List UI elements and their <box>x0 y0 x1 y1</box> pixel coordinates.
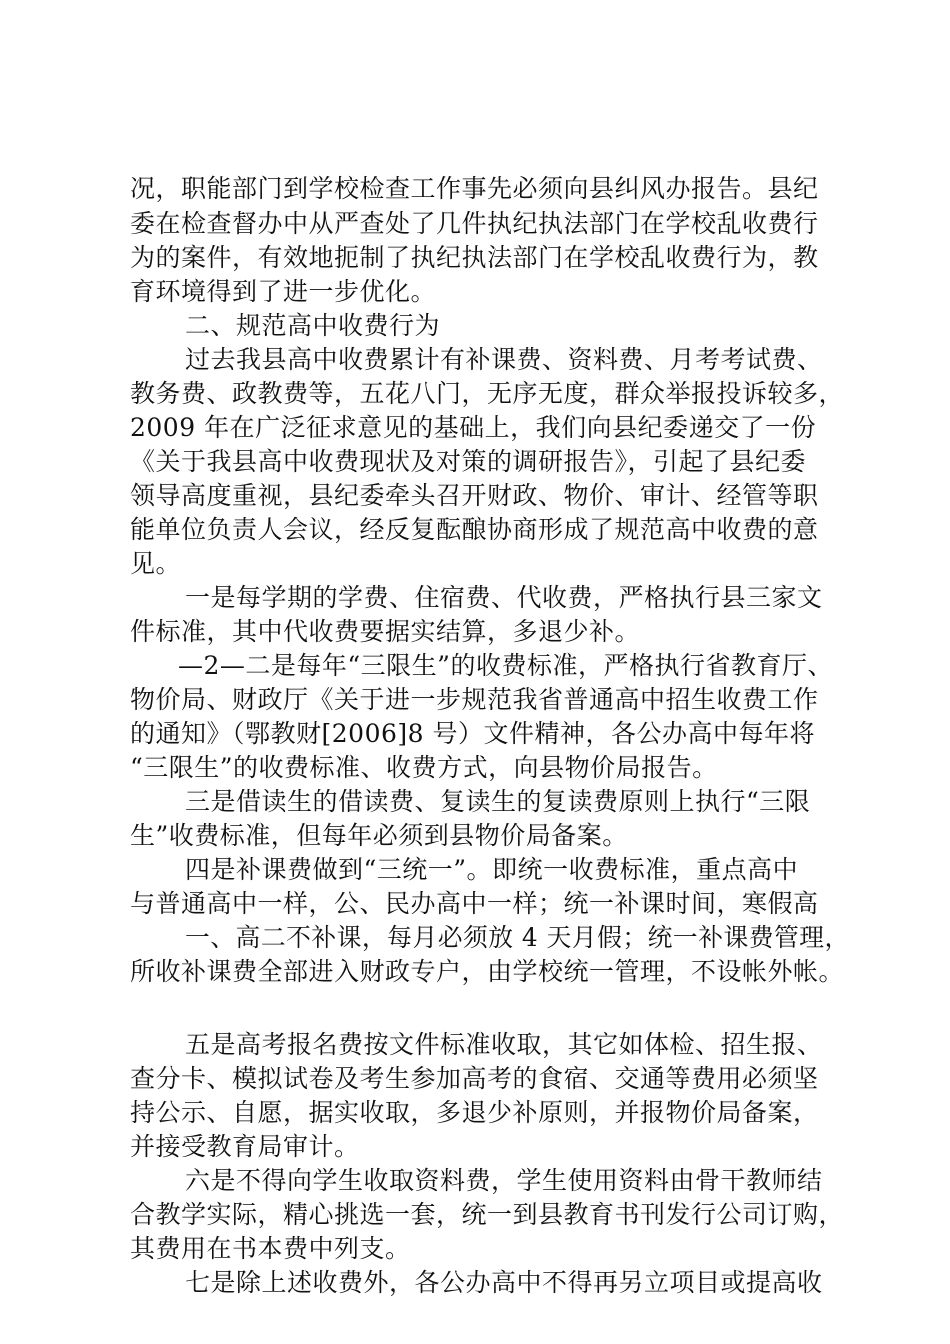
text-line: “三限生”的收费标准、收费方式，向县物价局报告。 <box>130 753 718 782</box>
text-line: 合教学实际，精心挑选一套，统一到县教育书刊发行公司订购， <box>130 1200 845 1229</box>
text-line: 领导高度重视，县纪委牵头召开财政、物价、审计、经管等职 <box>130 481 819 510</box>
text-line: 教务费、政教费等，五花八门，无序无度，群众举报投诉较多， <box>130 379 845 408</box>
text-line: 所收补课费全部进入财政专户，由学校统一管理，不设帐外帐。 <box>130 957 845 986</box>
text-line: 查分卡、模拟试卷及考生参加高考的食宿、交通等费用必须坚 <box>130 1064 819 1093</box>
text-line: 与普通高中一样，公、民办高中一样；统一补课时间，寒假高 <box>130 889 819 918</box>
text-line: 一、高二不补课，每月必须放 4 天月假；统一补课费管理， <box>185 923 850 952</box>
text-line: 物价局、财政厅《关于进一步规范我省普通高中招生收费工作 <box>130 685 819 714</box>
text-line: 2009 年在广泛征求意见的基础上，我们向县纪委递交了一份 <box>130 413 817 442</box>
text-line: 的通知》（鄂教财[2006]8 号）文件精神，各公办高中每年将 <box>130 719 815 748</box>
text-line: 持公示、自愿，据实收取，多退少补原则，并报物价局备案， <box>130 1098 819 1127</box>
text-line: 四是补课费做到“三统一”。即统一收费标准，重点高中 <box>185 855 799 884</box>
text-line: 委在检查督办中从严查处了几件执纪执法部门在学校乱收费行 <box>130 209 819 238</box>
text-line: 过去我县高中收费累计有补课费、资料费、月考考试费、 <box>185 345 823 374</box>
text-line: 能单位负责人会议，经反复酝酿协商形成了规范高中收费的意 <box>130 515 819 544</box>
text-line: 七是除上述收费外，各公办高中不得再另立项目或提高收 <box>185 1268 823 1297</box>
text-line: 育环境得到了进一步优化。 <box>130 277 437 306</box>
text-line: 其费用在书本费中列支。 <box>130 1234 411 1263</box>
text-line: 三是借读生的借读费、复读生的复读费原则上执行“三限 <box>185 787 811 816</box>
text-line: 为的案件，有效地扼制了执纪执法部门在学校乱收费行为，教 <box>130 243 819 272</box>
text-line-with-page-number: —2—二是每年“三限生”的收费标准，严格执行省教育厅、 <box>178 651 833 680</box>
text-line: 一是每学期的学费、住宿费、代收费，严格执行县三家文 <box>185 583 823 612</box>
section-heading: 二、规范高中收费行为 <box>185 311 441 340</box>
text-line: 并接受教育局审计。 <box>130 1132 360 1161</box>
text-line: 况，职能部门到学校检查工作事先必须向县纠风办报告。县纪 <box>130 174 819 203</box>
text-line: 生”收费标准，但每年必须到县物价局备案。 <box>130 821 628 850</box>
text-line: 六是不得向学生收取资料费，学生使用资料由骨干教师结 <box>185 1166 823 1195</box>
text-line: 见。 <box>130 549 182 578</box>
text-line: 《关于我县高中收费现状及对策的调研报告》，引起了县纪委 <box>130 447 807 476</box>
text-line: 五是高考报名费按文件标准收取，其它如体检、招生报、 <box>185 1030 823 1059</box>
text-line: 件标准，其中代收费要据实结算，多退少补。 <box>130 617 641 646</box>
